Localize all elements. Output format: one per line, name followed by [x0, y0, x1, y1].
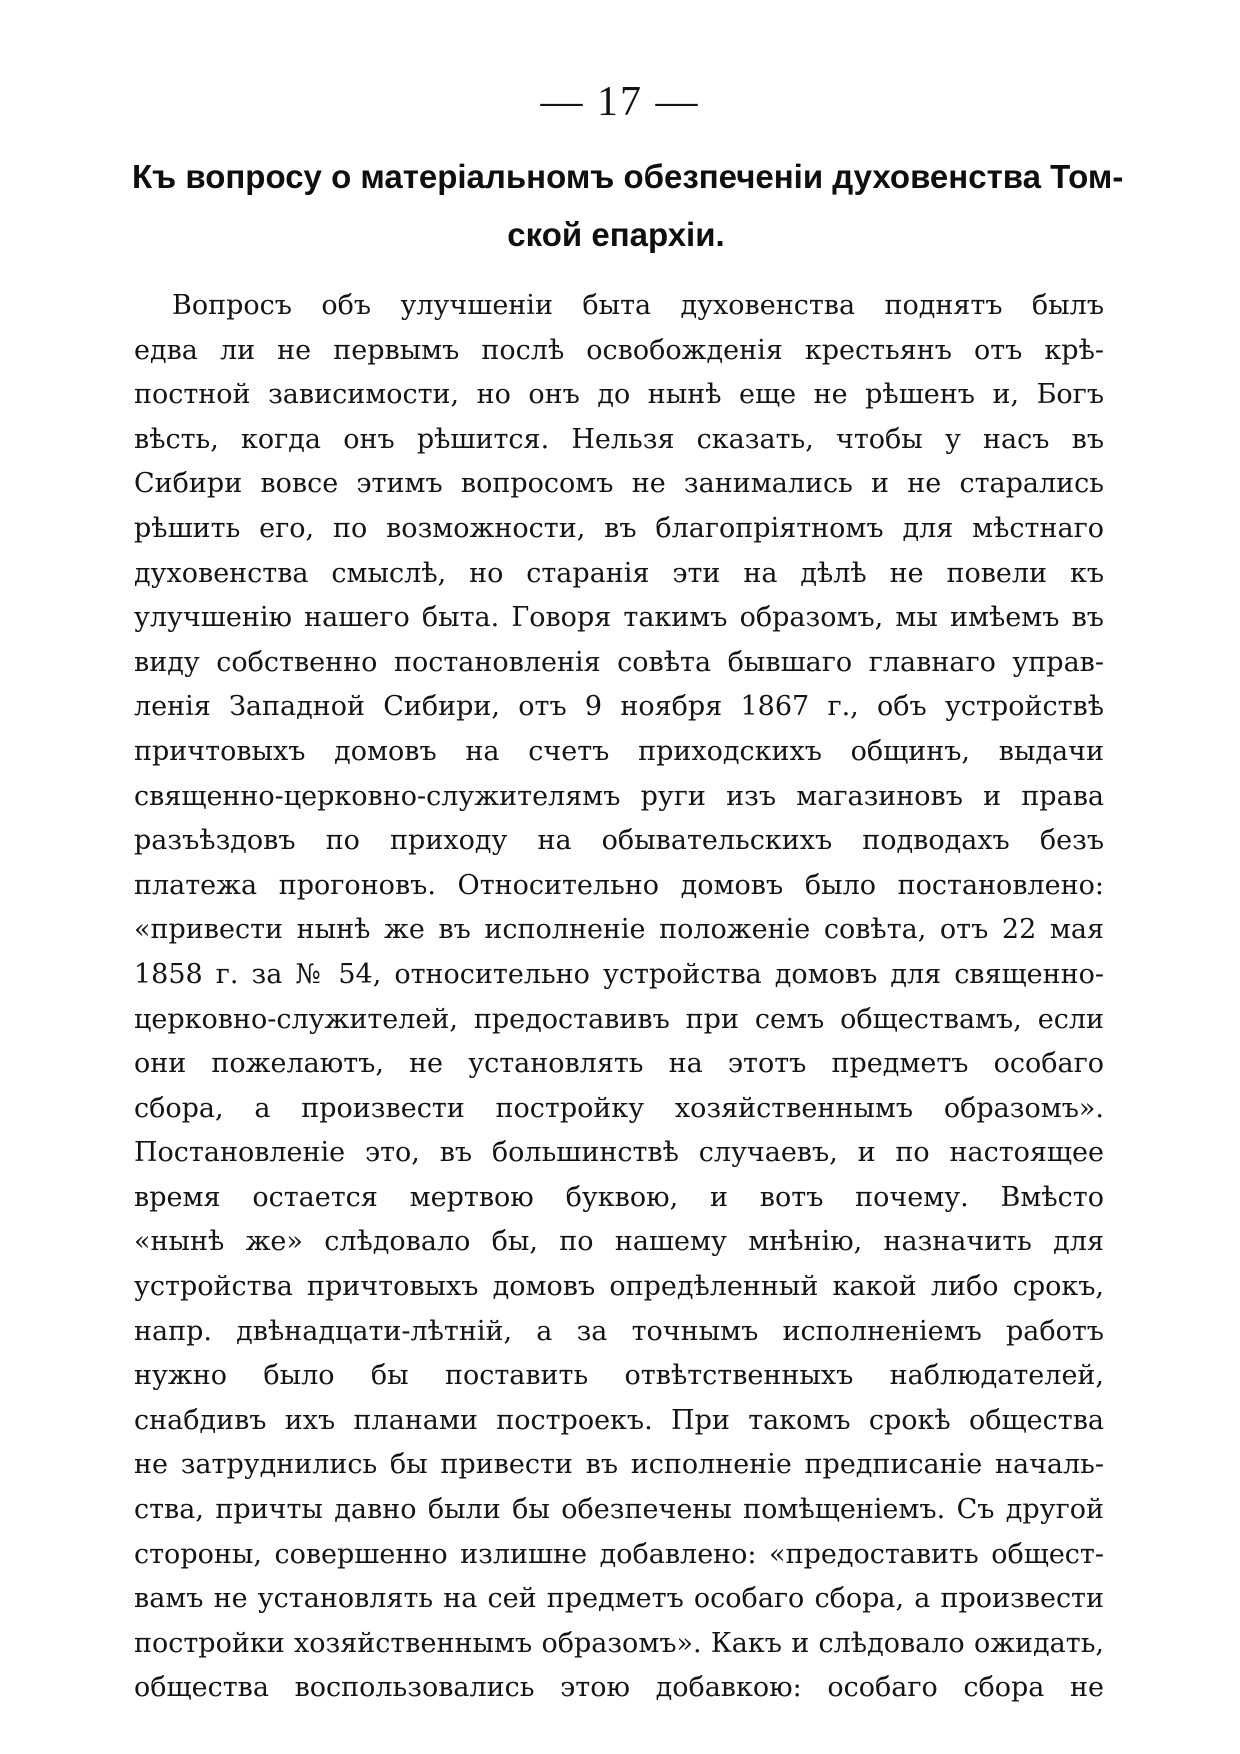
body-line: постройки хозяйственнымъ образомъ». Какъ и слѣдовало ожидать,	[134, 1627, 1104, 1659]
body-line: постной зависимости, но онъ до нынѣ еще не рѣшенъ и, Богъ	[134, 379, 1104, 411]
body-line: вѣсть, когда онъ рѣшится. Нельзя сказать, чтобы у насъ въ	[134, 423, 1104, 455]
title-line: ской епархіи.	[507, 216, 725, 253]
body-line: сбора, а произвести постройку хозяйственнымъ образомъ».	[134, 1092, 1104, 1124]
article-title	[132, 148, 1124, 264]
body-line: ленія Западной Сибири, отъ 9 ноября 1867 г., объ устройствѣ	[134, 691, 1104, 723]
body-line: священно-церковно-служителямъ руги изъ магазиновъ и права	[134, 780, 1104, 812]
body-line: нужно было бы поставить отвѣтственныхъ наблюдателей,	[134, 1360, 1104, 1392]
body-line: улучшенію нашего быта. Говоря такимъ образомъ, мы имѣемъ въ	[134, 602, 1104, 634]
body-line: время остается мертвою буквою, и вотъ почему. Вмѣсто	[134, 1181, 1104, 1213]
body-line: платежа прогоновъ. Относительно домовъ было постановлено:	[134, 869, 1104, 901]
body-line: снабдивъ ихъ планами построекъ. При такомъ срокѣ общества	[134, 1404, 1104, 1436]
body-line: напр. двѣнадцати-лѣтній, а за точнымъ исполненіемъ работъ	[134, 1315, 1104, 1347]
body-line: едва ли не первымъ послѣ освобожденія крестьянъ отъ крѣ-	[134, 334, 1104, 366]
body-line: церковно-служителей, предоставивъ при семъ обществамъ, если	[134, 1003, 1104, 1035]
body-line: «привести нынѣ же въ исполненіе положеніе совѣта, отъ 22 мая	[134, 914, 1104, 946]
body-line: рѣшить его, по возможности, въ благопріятномъ для мѣстнаго	[134, 512, 1104, 544]
body-line: общества воспользовались этою добавкою: особаго сбора не	[134, 1672, 1104, 1704]
page-number: — 17 —	[540, 79, 700, 125]
body-line: вамъ не установлять на сей предметъ особаго сбора, а произвести	[134, 1583, 1104, 1615]
body-line: духовенства смыслѣ, но старанія эти на дѣлѣ не повели къ	[134, 557, 1104, 589]
body-line: «нынѣ же» слѣдовало бы, по нашему мнѣнію, назначить для	[134, 1226, 1104, 1258]
body-line: не затруднились бы привести въ исполненіе предписаніе началь-	[134, 1449, 1104, 1481]
body-line: ства, причты давно были бы обезпечены помѣщеніемъ. Съ другой	[134, 1494, 1104, 1526]
body-line: виду собственно постановленія совѣта бывшаго главнаго управ-	[134, 646, 1104, 678]
body-line: Вопросъ объ улучшеніи быта духовенства поднятъ былъ	[172, 290, 1104, 321]
title-line: Къ вопросу о матеріальномъ обезпеченіи духовенства Том-	[132, 158, 1124, 195]
body-line: Сибири вовсе этимъ вопросомъ не занимались и не старались	[134, 468, 1104, 500]
body-line: они пожелаютъ, не установлять на этотъ предметъ особаго	[134, 1048, 1104, 1080]
body-line: 1858 г. за № 54, относительно устройства домовъ для священно-	[134, 958, 1104, 990]
body-line: стороны, совершенно излишне добавлено: «предоставить общест-	[134, 1538, 1104, 1570]
body-line: причтовыхъ домовъ на счетъ приходскихъ общинъ, выдачи	[134, 735, 1104, 767]
article-body	[134, 284, 1104, 1711]
body-line: устройства причтовыхъ домовъ опредѣленный какой либо срокъ,	[134, 1271, 1104, 1303]
body-line: разъѣздовъ по приходу на обывательскихъ подводахъ безъ	[134, 825, 1104, 857]
body-line: Постановленіе это, въ большинствѣ случаевъ, и по настоящее	[134, 1137, 1104, 1169]
